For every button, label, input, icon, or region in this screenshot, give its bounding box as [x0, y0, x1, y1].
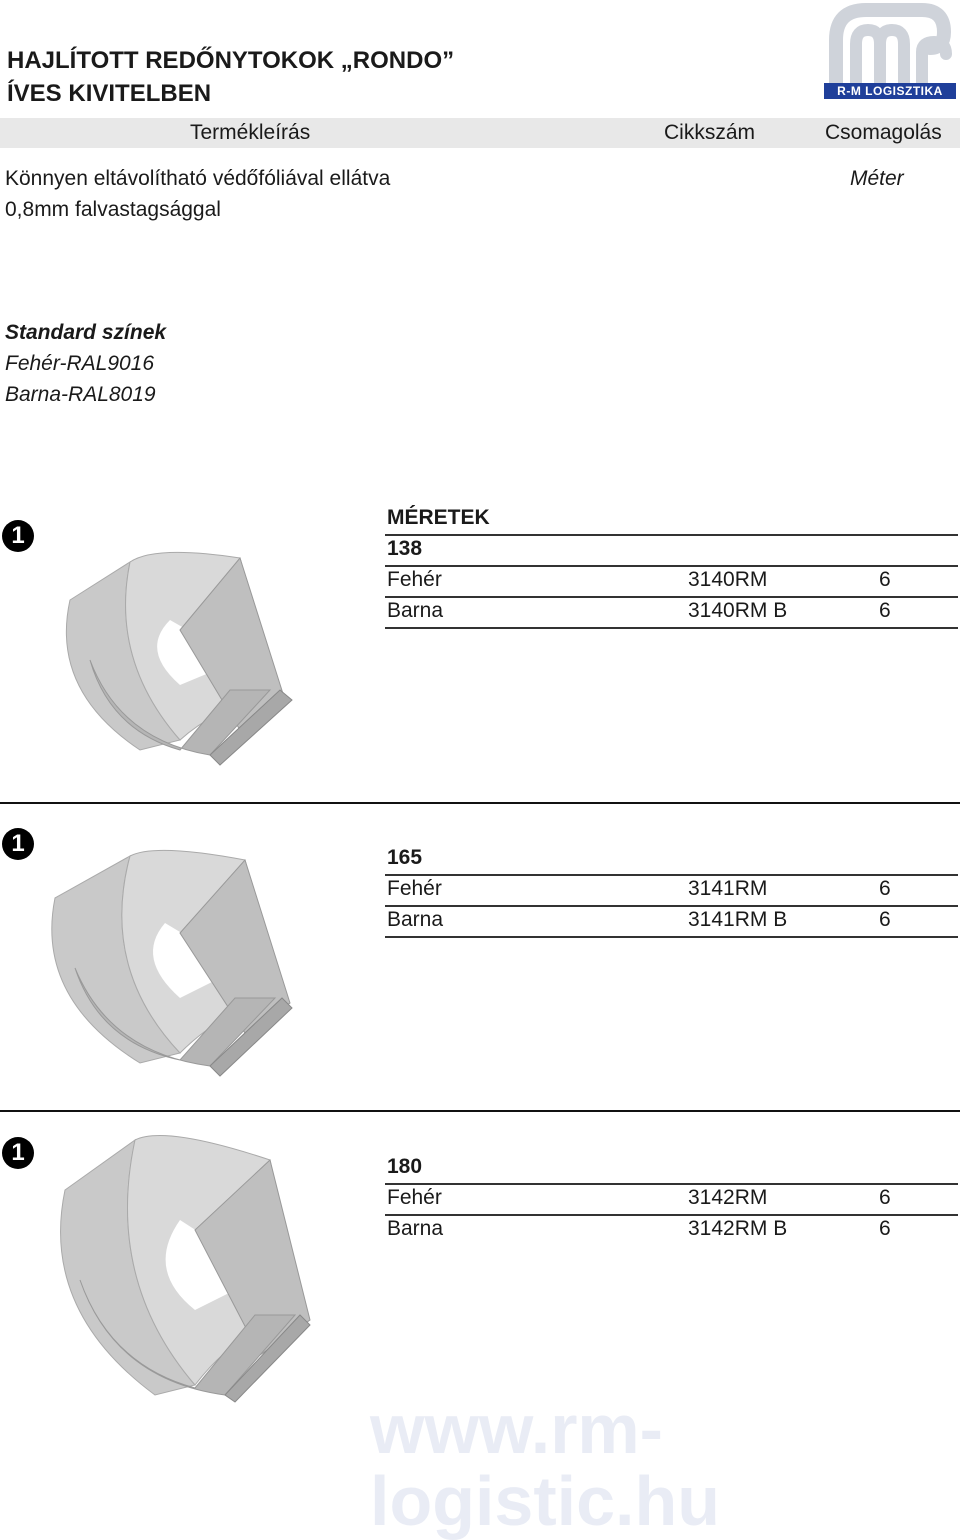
pack-quantity: 6	[879, 599, 891, 622]
website-watermark: www.rm-logistic.hu	[370, 1390, 720, 1540]
description-line2: 0,8mm falvastagsággal	[5, 198, 221, 221]
color-label: Barna	[387, 1217, 444, 1240]
section-divider	[0, 1110, 960, 1112]
logo-text: R-M LOGISZTIKA KFT.	[824, 83, 956, 99]
color-label: Fehér	[387, 1186, 442, 1209]
article-code: 3141RM	[688, 877, 768, 900]
row-rule	[385, 565, 958, 567]
item-number-badge: 1	[2, 520, 34, 552]
pack-quantity: 6	[879, 1217, 891, 1240]
roller-shutter-box-illustration	[30, 540, 320, 770]
page-title-line2: ÍVES KIVITELBEN	[7, 80, 212, 107]
page-title-line1: HAJLÍTOTT REDŐNYTOKOK „RONDO”	[7, 47, 455, 74]
color-label: Barna	[387, 908, 444, 931]
pack-quantity: 6	[879, 1186, 891, 1209]
header-article-no: Cikkszám	[664, 121, 756, 144]
size-value: 180	[387, 1155, 423, 1178]
roller-shutter-box-illustration	[35, 1130, 325, 1405]
color-label: Fehér	[387, 568, 442, 591]
item-number-badge: 1	[2, 1137, 34, 1169]
section-divider	[0, 802, 960, 804]
size-value: 138	[387, 537, 423, 560]
row-rule	[385, 1183, 958, 1185]
color-label: Barna	[387, 599, 444, 622]
header-description: Termékleírás	[190, 121, 311, 144]
roller-shutter-box-illustration	[20, 848, 310, 1078]
article-code: 3140RM	[688, 568, 768, 591]
article-code: 3142RM	[688, 1186, 768, 1209]
sizes-title: MÉRETEK	[387, 506, 490, 529]
standard-color-brown: Barna-RAL8019	[5, 383, 156, 406]
pack-quantity: 6	[879, 908, 891, 931]
color-label: Fehér	[387, 877, 442, 900]
size-value: 165	[387, 846, 423, 869]
row-rule	[385, 627, 958, 629]
header-packaging: Csomagolás	[825, 121, 942, 144]
pack-quantity: 6	[879, 877, 891, 900]
row-rule	[385, 905, 958, 907]
row-rule	[385, 874, 958, 876]
packaging-unit: Méter	[850, 167, 904, 190]
table-header-bar	[0, 118, 960, 148]
article-code: 3142RM B	[688, 1217, 788, 1240]
standard-colors-title: Standard színek	[5, 321, 167, 344]
row-rule	[385, 534, 958, 536]
pack-quantity: 6	[879, 568, 891, 591]
standard-color-white: Fehér-RAL9016	[5, 352, 155, 375]
article-code: 3140RM B	[688, 599, 788, 622]
row-rule	[385, 1214, 958, 1216]
article-code: 3141RM B	[688, 908, 788, 931]
description-line1: Könnyen eltávolítható védőfóliával ellátva	[5, 167, 391, 190]
row-rule	[385, 936, 958, 938]
row-rule	[385, 596, 958, 598]
item-number-badge: 1	[2, 828, 34, 860]
